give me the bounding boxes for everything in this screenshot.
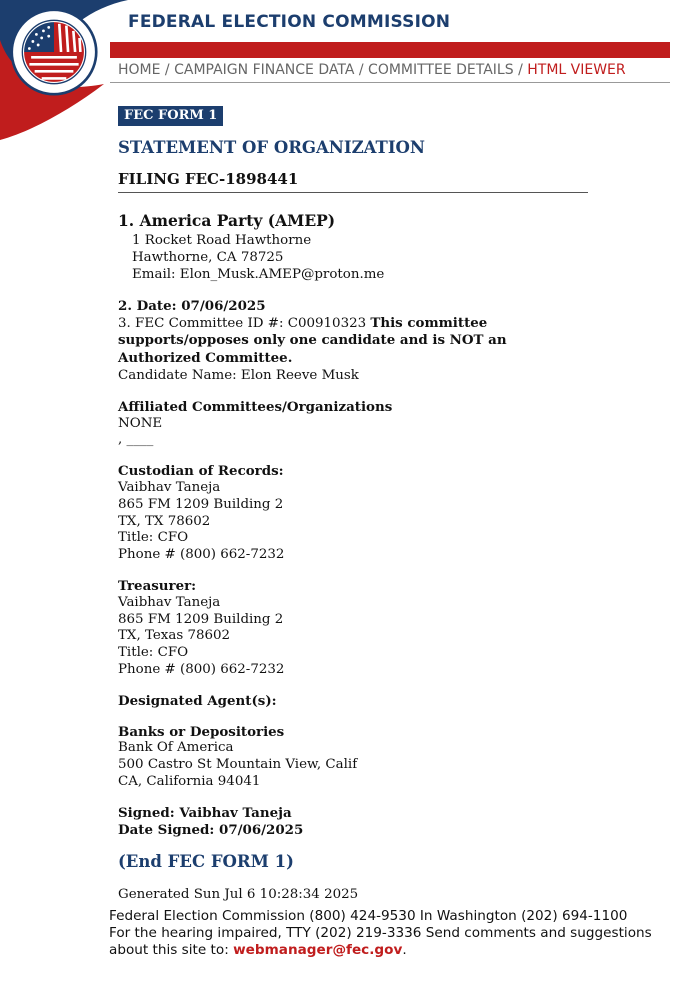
filing-date-section <box>118 298 588 385</box>
fec-seal-logo[interactable] <box>10 8 98 96</box>
designated-agent-section <box>118 693 588 710</box>
signed-by: Signed: Vaibhav Taneja <box>118 804 292 821</box>
webmanager-email-link[interactable]: webmanager@fec.gov <box>233 942 403 958</box>
committee-id-line <box>118 315 588 368</box>
header-red-bar <box>110 42 670 58</box>
treasurer-address-line1: 865 FM 1209 Building 2 <box>118 611 284 627</box>
statement-title: STATEMENT OF ORGANIZATION <box>118 138 425 157</box>
breadcrumb-separator: / <box>160 62 175 78</box>
banks-section <box>118 724 588 791</box>
committee-email: Email: Elon_Musk.AMEP@proton.me <box>132 266 385 282</box>
agency-title[interactable]: FEDERAL ELECTION COMMISSION <box>128 12 451 32</box>
filing-date: 2. Date: 07/06/2025 <box>118 297 266 314</box>
affiliated-value: NONE <box>118 415 163 431</box>
bank-address-line1: 500 Castro St Mountain View, Calif <box>118 757 358 773</box>
breadcrumb-committee-details[interactable]: COMMITTEE DETAILS <box>368 62 514 78</box>
custodian-address-line1: 865 FM 1209 Building 2 <box>118 496 284 512</box>
treasurer-title: Title: CFO <box>118 645 189 661</box>
affiliated-blank: , ____ <box>118 432 154 448</box>
affiliated-heading: Affiliated Committees/Organizations <box>118 398 393 415</box>
filing-id: FILING FEC-1898441 <box>118 171 588 193</box>
footer-tty-line: For the hearing impaired, TTY (202) 219-3336 Send comments and suggestions <box>109 925 652 941</box>
breadcrumb-home[interactable]: HOME <box>118 62 161 78</box>
generated-timestamp: Generated Sun Jul 6 10:28:34 2025 <box>118 887 359 903</box>
committee-type-note: This committee supports/opposes only one candidate and is NOT an Authorized Committee. <box>118 314 507 367</box>
treasurer-phone: Phone # (800) 662-7232 <box>118 661 285 677</box>
treasurer-section <box>118 578 588 679</box>
breadcrumb-separator: / <box>354 62 369 78</box>
custodian-heading: Custodian of Records: <box>118 463 284 480</box>
candidate-name: Candidate Name: Elon Reeve Musk <box>118 367 359 383</box>
custodian-name: Vaibhav Taneja <box>118 479 221 495</box>
bank-name: Bank Of America <box>118 740 234 756</box>
treasurer-heading: Treasurer: <box>118 577 197 594</box>
committee-address-block <box>118 233 588 283</box>
footer-feedback-prefix: about this site to: <box>109 942 234 958</box>
footer-feedback-line <box>109 942 674 959</box>
form-content <box>118 106 588 904</box>
form-badge: FEC FORM 1 <box>118 106 223 126</box>
footer-feedback-suffix: . <box>402 942 407 958</box>
breadcrumb <box>110 62 670 83</box>
signature-section <box>118 805 588 839</box>
page-footer <box>109 908 674 959</box>
treasurer-address-line2: TX, Texas 78602 <box>118 628 231 644</box>
designated-agent-heading: Designated Agent(s): <box>118 692 277 709</box>
breadcrumb-html-viewer: HTML VIEWER <box>527 62 626 78</box>
custodian-section <box>118 463 588 564</box>
breadcrumb-campaign-finance-data[interactable]: CAMPAIGN FINANCE DATA <box>174 62 355 78</box>
end-form-marker: (End FEC FORM 1) <box>118 852 294 872</box>
affiliated-section <box>118 399 588 449</box>
breadcrumb-separator: / <box>513 62 528 78</box>
custodian-address-line2: TX, TX 78602 <box>118 513 211 529</box>
custodian-title: Title: CFO <box>118 530 189 546</box>
bank-address-line2: CA, California 94041 <box>118 773 261 789</box>
committee-address-line2: Hawthorne, CA 78725 <box>132 250 284 266</box>
committee-name: 1. America Party (AMEP) <box>118 210 336 230</box>
date-signed: Date Signed: 07/06/2025 <box>118 821 304 838</box>
banks-heading: Banks or Depositories <box>118 723 285 740</box>
custodian-phone: Phone # (800) 662-7232 <box>118 547 285 563</box>
committee-id: 3. FEC Committee ID #: C00910323 <box>118 315 371 331</box>
treasurer-name: Vaibhav Taneja <box>118 594 221 610</box>
committee-address-line1: 1 Rocket Road Hawthorne <box>132 233 312 249</box>
footer-contact-line: Federal Election Commission (800) 424-9530 In Washington (202) 694-1100 <box>109 908 628 924</box>
